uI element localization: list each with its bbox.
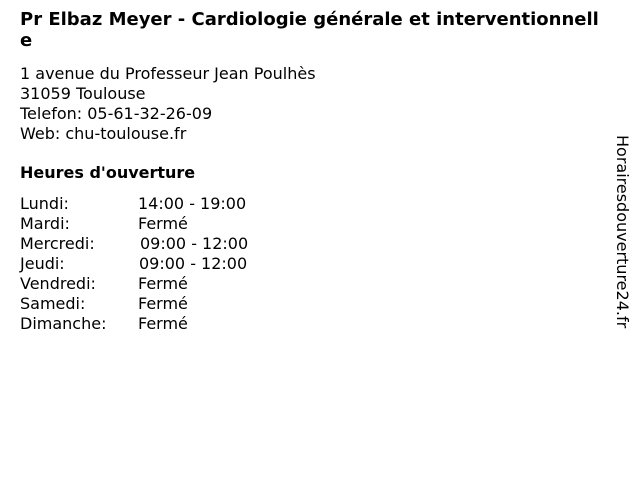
day-label: Jeudi: [20,254,65,273]
time-value: Fermé [138,274,188,293]
day-label: Dimanche: [20,314,107,333]
time-value: 09:00 - 12:00 [140,234,249,253]
time-value: 14:00 - 19:00 [138,194,247,213]
time-value: 09:00 - 12:00 [139,254,248,273]
day-label: Mercredi: [20,234,95,253]
page-title: Pr Elbaz Meyer - Cardiologie générale et interventionnelle [20,9,599,51]
city-postal: 31059 Toulouse [20,84,146,103]
address-block [20,64,316,144]
time-value: Fermé [138,214,188,233]
day-label: Samedi: [20,294,86,313]
time-value: Fermé [138,314,188,333]
brand-watermark: Horairesdouverture24.fr [613,135,632,329]
day-label: Lundi: [20,194,69,213]
website-link[interactable]: Web: chu-toulouse.fr [20,124,187,143]
street-address: 1 avenue du Professeur Jean Poulhès [20,64,316,83]
hours-heading: Heures d'ouverture [20,163,196,182]
time-value: Fermé [138,294,188,313]
day-label: Vendredi: [20,274,96,293]
day-label: Mardi: [20,214,70,233]
phone-number[interactable]: Telefon: 05-61-32-26-09 [20,104,213,123]
